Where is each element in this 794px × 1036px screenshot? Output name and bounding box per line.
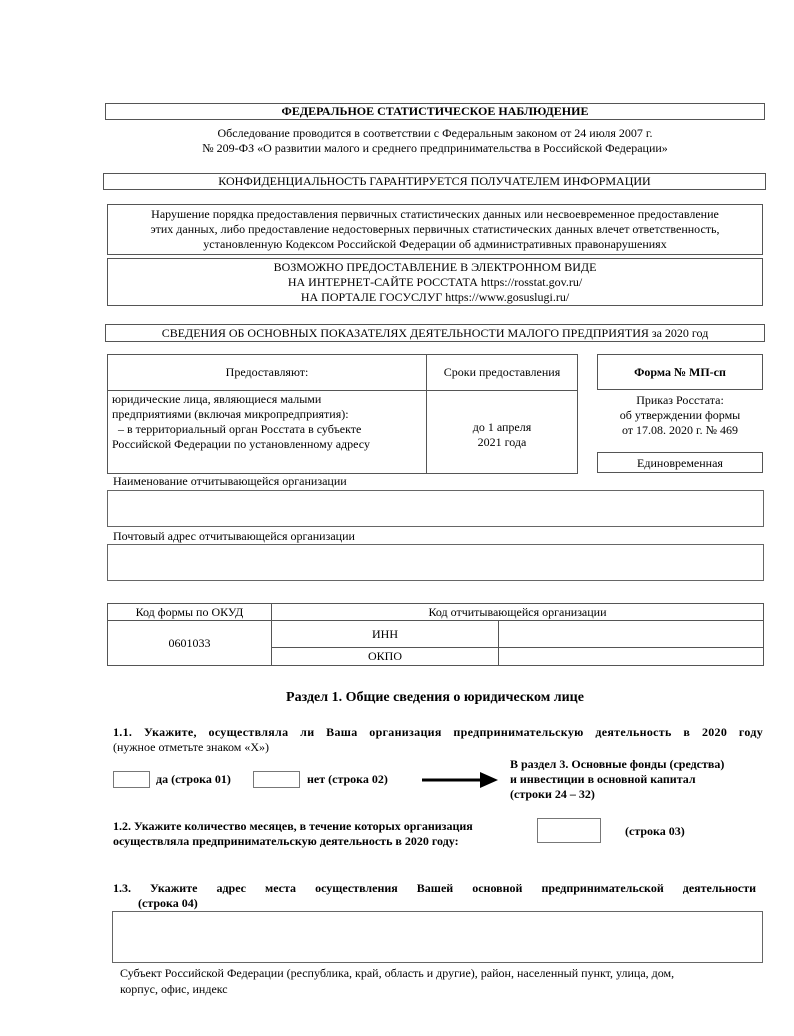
submitters-header: Предоставляют: xyxy=(108,355,427,391)
yes-label: да (строка 01) xyxy=(156,772,231,786)
question-1-2-line-2: осуществляла предпринимательскую деятельность в 2020 году: xyxy=(113,834,459,848)
form-number-box: Форма № МП-сп xyxy=(597,354,763,390)
deadline-line-2: 2021 года xyxy=(477,435,527,449)
law-line-1: Обследование проводится в соответствии с Федеральным законом от 24 июля 2007 г. xyxy=(217,126,653,140)
redirect-note xyxy=(510,757,760,802)
question-1-1: 1.1. Укажите, осуществляла ли Ваша организация предпринимательскую деятельность в 2020 году xyxy=(113,725,763,739)
deadline-cell xyxy=(427,391,578,474)
federal-observation-title: ФЕДЕРАЛЬНОЕ СТАТИСТИЧЕСКОЕ НАБЛЮДЕНИЕ xyxy=(105,103,765,120)
question-1-3-row: (строка 04) xyxy=(138,896,198,910)
arrow-right-icon xyxy=(422,771,498,789)
question-1-2 xyxy=(113,819,533,849)
rosstat-order xyxy=(597,393,763,438)
activity-address-field[interactable] xyxy=(112,911,763,963)
question-1-2-line-1: 1.2. Укажите количество месяцев, в течение которых организация xyxy=(113,819,473,833)
no-checkbox[interactable] xyxy=(253,771,300,788)
law-reference xyxy=(105,126,765,156)
liability-notice xyxy=(107,204,763,255)
order-line-1: Приказ Росстата: xyxy=(636,393,724,407)
frequency-box: Единовременная xyxy=(597,452,763,473)
order-line-2: об утверждении формы xyxy=(619,408,741,422)
org-name-label: Наименование отчитывающейся организации xyxy=(113,474,347,488)
address-hint-line-1: Субъект Российской Федерации (республика, край, область и другие), район, населенный пункт, улица, дом, xyxy=(120,966,675,980)
redirect-section: В раздел 3. xyxy=(510,757,569,771)
redirect-section-rest: Основные фонды (средства) xyxy=(568,757,725,771)
deadline-line-1: до 1 апреля xyxy=(472,420,532,434)
inn-label: ИНН xyxy=(272,621,499,648)
confidentiality-banner: КОНФИДЕНЦИАЛЬНОСТЬ ГАРАНТИРУЕТСЯ ПОЛУЧАТЕЛЕМ ИНФОРМАЦИИ xyxy=(103,173,766,190)
okud-header: Код формы по ОКУД xyxy=(108,604,272,621)
submitters-line-1: юридические лица, являющиеся малыми xyxy=(112,392,322,406)
yes-checkbox[interactable] xyxy=(113,771,150,788)
okpo-label: ОКПО xyxy=(272,648,499,666)
redirect-line-1 xyxy=(510,757,760,772)
months-field[interactable] xyxy=(537,818,601,843)
redirect-line-2: и инвестиции в основной капитал xyxy=(510,772,696,786)
liability-line-3: установленную Кодексом Российской Федерации об административных правонарушениях xyxy=(203,237,667,251)
submitters-line-4: Российской Федерации по установленному адресу xyxy=(112,437,370,451)
liability-line-2: этих данных, либо предоставление недостоверных первичных статистических данных влечет ответственность, xyxy=(150,222,720,236)
okud-value: 0601033 xyxy=(108,621,272,666)
report-title: СВЕДЕНИЯ ОБ ОСНОВНЫХ ПОКАЗАТЕЛЯХ ДЕЯТЕЛЬНОСТИ МАЛОГО ПРЕДПРИЯТИЯ за 2020 год xyxy=(105,324,765,342)
address-hint-line-2: корпус, офис, индекс xyxy=(120,982,228,996)
submission-table xyxy=(107,354,578,474)
question-1-3: 1.3. Укажите адрес места осуществления Вашей основной предпринимательской деятельности xyxy=(113,881,756,895)
inn-field[interactable] xyxy=(499,621,764,648)
law-line-2: № 209-ФЗ «О развитии малого и среднего предпринимательства в Российской Федерации» xyxy=(202,141,668,155)
submitters-line-2: предприятиями (включая микропредприятия): xyxy=(112,407,349,421)
row-03-label: (строка 03) xyxy=(625,824,685,838)
deadline-header: Сроки предоставления xyxy=(427,355,578,391)
electronic-line-1: ВОЗМОЖНО ПРЕДОСТАВЛЕНИЕ В ЭЛЕКТРОННОМ ВИДЕ xyxy=(273,260,597,274)
submitters-line-3: – в территориальный орган Росстата в субъекте xyxy=(118,422,362,436)
no-label: нет (строка 02) xyxy=(307,772,388,786)
org-name-field[interactable] xyxy=(107,490,764,527)
codes-table xyxy=(107,603,764,666)
org-address-label: Почтовый адрес отчитывающейся организации xyxy=(113,529,355,543)
liability-line-1: Нарушение порядка предоставления первичных статистических данных или несвоевременное предоставление xyxy=(151,207,719,221)
okpo-field[interactable] xyxy=(499,648,764,666)
org-address-field[interactable] xyxy=(107,544,764,581)
electronic-line-3[interactable]: НА ПОРТАЛЕ ГОСУСЛУГ https://www.gosuslugi.ru/ xyxy=(300,290,570,304)
activity-address-hint xyxy=(120,965,765,997)
section-1-title: Раздел 1. Общие сведения о юридическом лице xyxy=(286,690,584,705)
question-1-1-hint: (нужное отметьте знаком «X») xyxy=(113,740,270,754)
electronic-line-2[interactable]: НА ИНТЕРНЕТ-САЙТЕ РОССТАТА https://rosstat.gov.ru/ xyxy=(287,275,583,289)
org-code-header: Код отчитывающейся организации xyxy=(272,604,764,621)
redirect-line-3: (строки 24 – 32) xyxy=(510,787,595,801)
order-line-3: от 17.08. 2020 г. № 469 xyxy=(621,423,739,437)
electronic-submission-notice xyxy=(107,258,763,306)
submitters-cell xyxy=(108,391,427,474)
